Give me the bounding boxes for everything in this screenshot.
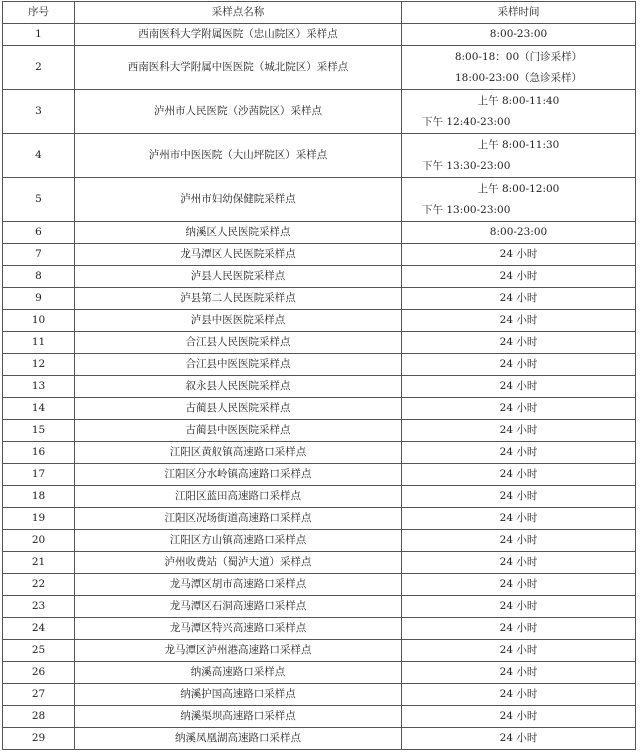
time-line: 24 小时 <box>499 644 538 656</box>
table-row <box>3 640 636 662</box>
sampling-time <box>402 442 636 464</box>
row-index: 11 <box>3 332 75 354</box>
table-row <box>3 706 636 728</box>
sampling-time <box>402 288 636 310</box>
site-name: 泸县人民医院采样点 <box>75 266 402 288</box>
sampling-time <box>402 574 636 596</box>
table-row <box>3 46 636 90</box>
site-name: 龙马潭区石洞高速路口采样点 <box>75 596 402 618</box>
site-name: 西南医科大学附属中医医院（城北院区）采样点 <box>75 46 402 90</box>
table-row <box>3 222 636 244</box>
site-name: 纳溪渠坝高速路口采样点 <box>75 706 402 728</box>
table-row <box>3 310 636 332</box>
site-name: 合江县中医医院采样点 <box>75 354 402 376</box>
sampling-time <box>402 46 636 90</box>
time-line: 18:00-23:00（急诊采样） <box>454 71 583 84</box>
time-line: 24 小时 <box>499 490 538 502</box>
time-line: 24 小时 <box>499 688 538 700</box>
table-row <box>3 332 636 354</box>
row-index: 7 <box>3 244 75 266</box>
row-index: 15 <box>3 420 75 442</box>
sampling-time <box>402 244 636 266</box>
time-line: 24 小时 <box>499 468 538 480</box>
sampling-time <box>402 376 636 398</box>
sampling-sites-sheet <box>2 1 636 750</box>
row-index: 13 <box>3 376 75 398</box>
row-index: 17 <box>3 464 75 486</box>
table-row <box>3 684 636 706</box>
table-row <box>3 376 636 398</box>
site-name: 泸县中医医院采样点 <box>75 310 402 332</box>
table-row <box>3 728 636 750</box>
sampling-time <box>402 178 636 222</box>
sampling-time <box>402 398 636 420</box>
site-name: 龙马潭区泸州港高速路口采样点 <box>75 640 402 662</box>
time-line: 上午 8:00-12:00 <box>477 182 560 195</box>
table-row <box>3 552 636 574</box>
sampling-time <box>402 134 636 178</box>
time-line: 24 小时 <box>499 622 538 634</box>
row-index: 21 <box>3 552 75 574</box>
sampling-time <box>402 706 636 728</box>
site-name: 江阳区蓝田高速路口采样点 <box>75 486 402 508</box>
site-name: 纳溪区人民医院采样点 <box>75 222 402 244</box>
row-index: 19 <box>3 508 75 530</box>
site-name: 泸州市妇幼保健院采样点 <box>75 178 402 222</box>
sampling-time <box>402 596 636 618</box>
header-name: 采样点名称 <box>75 2 402 24</box>
site-name: 泸州市中医医院（大山坪院区）采样点 <box>75 134 402 178</box>
time-line: 8:00-23:00 <box>489 28 548 40</box>
sampling-time <box>402 486 636 508</box>
row-index: 25 <box>3 640 75 662</box>
time-line: 24 小时 <box>499 358 538 370</box>
time-line: 24 小时 <box>499 556 538 568</box>
row-index: 10 <box>3 310 75 332</box>
row-index: 24 <box>3 618 75 640</box>
table-row <box>3 618 636 640</box>
time-line: 下午 12:40-23:00 <box>422 115 511 128</box>
table-row <box>3 178 636 222</box>
row-index: 22 <box>3 574 75 596</box>
table-row <box>3 90 636 134</box>
table-row <box>3 398 636 420</box>
time-line: 24 小时 <box>499 600 538 612</box>
time-line: 24 小时 <box>499 380 538 392</box>
table-row <box>3 662 636 684</box>
table-row <box>3 530 636 552</box>
row-index: 20 <box>3 530 75 552</box>
time-line: 上午 8:00-11:30 <box>477 138 560 151</box>
site-name: 西南医科大学附属医院（忠山院区）采样点 <box>75 24 402 46</box>
sampling-time <box>402 640 636 662</box>
row-index: 5 <box>3 178 75 222</box>
site-name: 纳溪高速路口采样点 <box>75 662 402 684</box>
site-name: 龙马潭区胡市高速路口采样点 <box>75 574 402 596</box>
table-header <box>3 2 636 24</box>
site-name: 龙马潭区特兴高速路口采样点 <box>75 618 402 640</box>
table-row <box>3 596 636 618</box>
sampling-time <box>402 508 636 530</box>
time-line: 下午 13:00-23:00 <box>422 203 511 216</box>
sampling-time <box>402 24 636 46</box>
row-index: 27 <box>3 684 75 706</box>
table-row <box>3 288 636 310</box>
sampling-sites-table <box>2 1 636 750</box>
sampling-time <box>402 222 636 244</box>
sampling-time <box>402 90 636 134</box>
time-line: 24 小时 <box>499 446 538 458</box>
row-index: 18 <box>3 486 75 508</box>
sampling-time <box>402 552 636 574</box>
table-row <box>3 420 636 442</box>
site-name: 泸州市人民医院（沙茜院区）采样点 <box>75 90 402 134</box>
time-line: 24 小时 <box>499 336 538 348</box>
time-line: 24 小时 <box>499 710 538 722</box>
row-index: 9 <box>3 288 75 310</box>
sampling-time <box>402 310 636 332</box>
time-line: 24 小时 <box>499 666 538 678</box>
table-row <box>3 508 636 530</box>
row-index: 2 <box>3 46 75 90</box>
time-line: 24 小时 <box>499 578 538 590</box>
site-name: 古蔺县中医医院采样点 <box>75 420 402 442</box>
time-line: 上午 8:00-11:40 <box>477 94 560 107</box>
site-name: 泸州收费站（蜀泸大道）采样点 <box>75 552 402 574</box>
site-name: 纳溪护国高速路口采样点 <box>75 684 402 706</box>
table-row <box>3 574 636 596</box>
header-row <box>3 2 636 24</box>
time-line: 24 小时 <box>499 732 538 744</box>
row-index: 12 <box>3 354 75 376</box>
time-line: 24 小时 <box>499 270 538 282</box>
time-line: 8:00-23:00 <box>489 226 548 238</box>
row-index: 4 <box>3 134 75 178</box>
time-line: 24 小时 <box>499 424 538 436</box>
time-line: 24 小时 <box>499 248 538 260</box>
sampling-time <box>402 332 636 354</box>
sampling-time <box>402 684 636 706</box>
header-time: 采样时间 <box>402 2 636 24</box>
time-line: 24 小时 <box>499 512 538 524</box>
sampling-time <box>402 662 636 684</box>
row-index: 23 <box>3 596 75 618</box>
time-line: 8:00-18：00（门诊采样） <box>454 50 583 63</box>
table-row <box>3 24 636 46</box>
sampling-time <box>402 354 636 376</box>
sampling-time <box>402 266 636 288</box>
site-name: 叙永县人民医院采样点 <box>75 376 402 398</box>
table-row <box>3 134 636 178</box>
row-index: 29 <box>3 728 75 750</box>
site-name: 泸县第二人民医院采样点 <box>75 288 402 310</box>
site-name: 合江县人民医院采样点 <box>75 332 402 354</box>
row-index: 3 <box>3 90 75 134</box>
row-index: 16 <box>3 442 75 464</box>
site-name: 江阳区方山镇高速路口采样点 <box>75 530 402 552</box>
site-name: 江阳区况场街道高速路口采样点 <box>75 508 402 530</box>
time-line: 24 小时 <box>499 402 538 414</box>
table-row <box>3 244 636 266</box>
row-index: 8 <box>3 266 75 288</box>
site-name: 纳溪凤凰湖高速路口采样点 <box>75 728 402 750</box>
site-name: 江阳区黄舣镇高速路口采样点 <box>75 442 402 464</box>
row-index: 1 <box>3 24 75 46</box>
site-name: 龙马潭区人民医院采样点 <box>75 244 402 266</box>
time-line: 24 小时 <box>499 292 538 304</box>
site-name: 古蔺县人民医院采样点 <box>75 398 402 420</box>
time-line: 下午 13:30-23:00 <box>422 159 511 172</box>
row-index: 6 <box>3 222 75 244</box>
row-index: 28 <box>3 706 75 728</box>
table-body <box>3 24 636 750</box>
sampling-time <box>402 420 636 442</box>
table-row <box>3 266 636 288</box>
sampling-time <box>402 530 636 552</box>
site-name: 江阳区分水岭镇高速路口采样点 <box>75 464 402 486</box>
sampling-time <box>402 728 636 750</box>
table-row <box>3 442 636 464</box>
sampling-time <box>402 618 636 640</box>
time-line: 24 小时 <box>499 314 538 326</box>
row-index: 14 <box>3 398 75 420</box>
table-row <box>3 486 636 508</box>
header-index: 序号 <box>3 2 75 24</box>
table-row <box>3 464 636 486</box>
table-row <box>3 354 636 376</box>
time-line: 24 小时 <box>499 534 538 546</box>
row-index: 26 <box>3 662 75 684</box>
sampling-time <box>402 464 636 486</box>
